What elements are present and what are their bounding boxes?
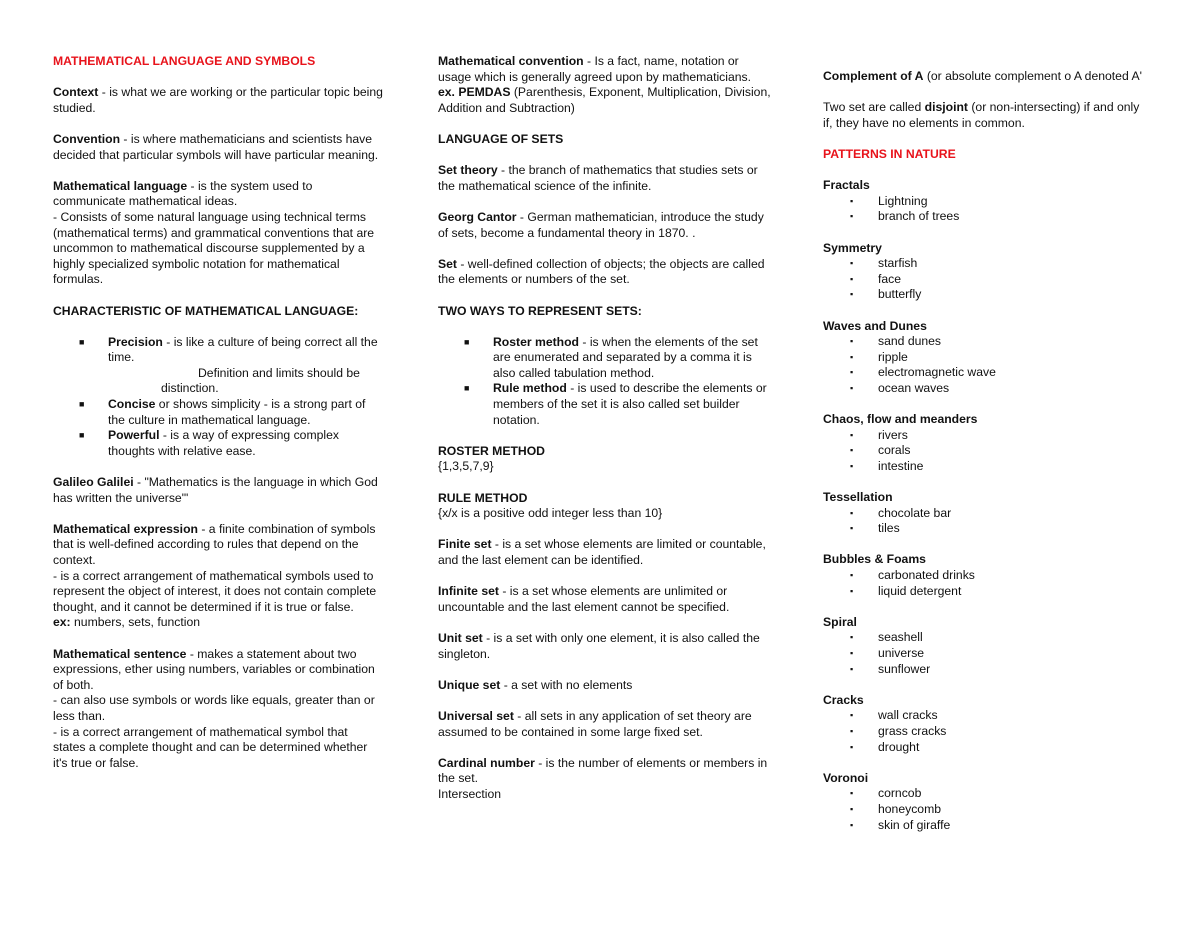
- square-bullet-icon: ▪: [850, 523, 854, 534]
- pattern-item-label: starfish: [878, 256, 918, 271]
- list-item: [823, 630, 1143, 646]
- pattern-group: [823, 178, 1143, 225]
- universal-set-paragraph: Universal set - all sets in any application of set theory are assumed to be contained in some large fixed set.: [438, 708, 752, 739]
- list-item: [823, 802, 1143, 818]
- pattern-items: [823, 708, 1143, 755]
- unit-set-paragraph: Unit set - is a set with only one element, it is also called the singleton.: [438, 630, 760, 661]
- pattern-group-title: Waves and Dunes: [823, 318, 927, 333]
- pattern-items: [823, 630, 1143, 677]
- square-bullet-icon: ▪: [850, 460, 854, 471]
- pattern-group: [823, 693, 1143, 755]
- pattern-items: [823, 428, 1143, 475]
- pattern-item-label: liquid detergent: [878, 583, 962, 598]
- pattern-item-label: intestine: [878, 458, 924, 473]
- list-item: [823, 256, 1143, 272]
- square-bullet-icon: ▪: [850, 663, 854, 674]
- unique-set-paragraph: Unique set - a set with no elements: [438, 677, 633, 692]
- pattern-item-label: universe: [878, 645, 925, 660]
- pattern-items: [823, 506, 1143, 537]
- list-item: [823, 443, 1143, 459]
- pattern-item-label: honeycomb: [878, 801, 942, 816]
- square-bullet-icon: ▪: [850, 336, 854, 347]
- square-bullet-icon: ■: [79, 399, 85, 410]
- finite-set-paragraph: Finite set - is a set whose elements are limited or countable, and the last element can be identified.: [438, 537, 766, 567]
- context-paragraph: Context - is what we are working or the particular topic being studied.: [53, 85, 383, 115]
- pattern-group-title: Bubbles & Foams: [823, 552, 926, 567]
- representation-list: [438, 335, 773, 429]
- square-bullet-icon: ▪: [850, 647, 854, 658]
- pattern-item-label: chocolate bar: [878, 505, 952, 520]
- list-item: [823, 350, 1143, 366]
- pattern-item-label: skin of giraffe: [878, 817, 951, 832]
- list-item: [823, 287, 1143, 303]
- list-item: [823, 428, 1143, 444]
- pattern-item-label: wall cracks: [878, 708, 938, 723]
- pattern-item-label: seashell: [878, 630, 923, 645]
- column-3: [823, 69, 1143, 849]
- pattern-group: [823, 490, 1143, 537]
- list-item: ■ Rule method - is used to describe the elements or members of the set it is also called set builder notation.: [464, 381, 767, 427]
- square-bullet-icon: ▪: [850, 710, 854, 721]
- square-bullet-icon: ▪: [850, 258, 854, 269]
- pattern-items: [823, 786, 1143, 833]
- list-item: [823, 708, 1143, 724]
- square-bullet-icon: ▪: [850, 429, 854, 440]
- square-bullet-icon: ■: [79, 430, 85, 441]
- complement-paragraph: Complement of A (or absolute complement o A denoted A': [823, 69, 1142, 83]
- pattern-group-title: Spiral: [823, 614, 857, 629]
- list-item: [823, 786, 1143, 802]
- pattern-item-label: corncob: [878, 786, 922, 801]
- cardinal-number-paragraph: Cardinal number - is the number of elements or members in the set. Intersection: [438, 755, 768, 801]
- pattern-group-title: Voronoi: [823, 770, 869, 785]
- pattern-items: [823, 568, 1143, 599]
- list-item: [823, 381, 1143, 397]
- math-language-paragraph: Mathematical language - is the system used to communicate mathematical ideas. - Consists of some natural language using technical terms (mathematical terms) and grammatical conventions that are uncommon to mathematical discourse supplemented by a highly specialized symbolic notation for mathematical formulas.: [53, 178, 375, 287]
- square-bullet-icon: ▪: [850, 632, 854, 643]
- pattern-item-label: drought: [878, 739, 920, 754]
- square-bullet-icon: ▪: [850, 788, 854, 799]
- patterns-heading: PATTERNS IN NATURE: [823, 146, 956, 161]
- pattern-group-title: Chaos, flow and meanders: [823, 412, 978, 427]
- list-item: [823, 818, 1143, 834]
- pattern-group-title: Cracks: [823, 692, 864, 707]
- list-item: [823, 646, 1143, 662]
- two-ways-heading: TWO WAYS TO REPRESENT SETS:: [438, 303, 642, 318]
- pattern-item-label: ripple: [878, 349, 908, 364]
- characteristics-list: [53, 335, 383, 460]
- list-item: [823, 209, 1143, 225]
- pattern-item-label: grass cracks: [878, 723, 947, 738]
- math-sentence-paragraph: Mathematical sentence - makes a statement about two expressions, ether using numbers, variables or combination of both. - can also use symbols or words like equals, greater than or less than. - is a correct arrangement of mathematical symbol that states a complete thought and can be determined whether it's true or false.: [53, 646, 375, 770]
- convention-paragraph: Convention - is where mathematicians and scientists have decided that particular symbols will have particular meaning.: [53, 131, 379, 162]
- infinite-set-paragraph: Infinite set - is a set whose elements are unlimited or uncountable and the last element cannot be specified.: [438, 584, 730, 614]
- pattern-group: [823, 319, 1143, 397]
- pattern-item-label: electromagnetic wave: [878, 365, 996, 380]
- square-bullet-icon: ▪: [850, 351, 854, 362]
- list-item: [823, 662, 1143, 678]
- list-item: ■ Precision - is like a culture of being correct all the time. Definition and limits should be distinction.: [79, 334, 378, 396]
- math-convention-paragraph: Mathematical convention - Is a fact, name, notation or usage which is generally agreed upon by mathematicians. ex. PEMDAS (Parenthesis, Exponent, Multiplication, Division, Addition and Subtraction): [438, 54, 771, 115]
- list-item: [823, 334, 1143, 350]
- set-theory-paragraph: Set theory - the branch of mathematics that studies sets or the mathematical science of the infinite.: [438, 163, 758, 193]
- list-item: ■ Powerful - is a way of expressing complex thoughts with relative ease.: [79, 428, 339, 458]
- pattern-group: [823, 552, 1143, 599]
- pattern-group: [823, 615, 1143, 677]
- patterns-list: [823, 178, 1143, 833]
- column-1: [53, 54, 383, 787]
- list-item: [823, 584, 1143, 600]
- square-bullet-icon: ▪: [850, 819, 854, 830]
- list-item: [823, 365, 1143, 381]
- pattern-group-title: Symmetry: [823, 240, 882, 255]
- roster-example: ROSTER METHOD {1,3,5,7,9}: [438, 443, 545, 474]
- pattern-item-label: tiles: [878, 521, 900, 536]
- list-item: [823, 724, 1143, 740]
- characteristic-heading: CHARACTERISTIC OF MATHEMATICAL LANGUAGE:: [53, 303, 359, 318]
- square-bullet-icon: ▪: [850, 741, 854, 752]
- pattern-item-label: ocean waves: [878, 380, 950, 395]
- pattern-group: [823, 241, 1143, 303]
- set-paragraph: Set - well-defined collection of objects; the objects are called the elements or numbers of the set.: [438, 256, 765, 287]
- list-item: [823, 506, 1143, 522]
- square-bullet-icon: ▪: [850, 382, 854, 393]
- list-item: ■ Roster method - is when the elements of the set are enumerated and separated by a comma it is also called tabulation method.: [464, 334, 758, 380]
- section-title: MATHEMATICAL LANGUAGE AND SYMBOLS: [53, 54, 316, 68]
- square-bullet-icon: ▪: [850, 273, 854, 284]
- square-bullet-icon: ▪: [850, 570, 854, 580]
- pattern-item-label: branch of trees: [878, 209, 960, 224]
- pattern-group-title: Fractals: [823, 178, 870, 193]
- pattern-items: [823, 256, 1143, 303]
- square-bullet-icon: ▪: [850, 195, 854, 206]
- disjoint-paragraph: Two set are called disjoint (or non-intersecting) if and only if, they have no elements in common.: [823, 100, 1140, 130]
- list-item: [823, 194, 1143, 210]
- list-item: [823, 459, 1143, 475]
- list-item: [823, 740, 1143, 756]
- square-bullet-icon: ■: [464, 336, 470, 347]
- math-expression-paragraph: Mathematical expression - a finite combination of symbols that is well-defined according to rules that depend on the context. - is a correct arrangement of mathematical symbols used to represent the object of interest, it does not contain complete thought, and it cannot be determined if it is true or false. ex: numbers, sets, function: [53, 521, 377, 630]
- cantor-paragraph: Georg Cantor - German mathematician, introduce the study of sets, become a fundamental theory in 1870. .: [438, 209, 764, 240]
- list-item: ■ Concise or shows simplicity - is a strong part of the culture in mathematical language.: [79, 397, 366, 427]
- list-item: [823, 568, 1143, 584]
- pattern-item-label: carbonated drinks: [878, 568, 975, 582]
- square-bullet-icon: ■: [79, 336, 85, 347]
- pattern-group-title: Tessellation: [823, 490, 893, 505]
- language-of-sets-heading: LANGUAGE OF SETS: [438, 131, 564, 146]
- pattern-item-label: sunflower: [878, 661, 931, 676]
- pattern-group: [823, 771, 1143, 833]
- square-bullet-icon: ▪: [850, 445, 854, 456]
- pattern-item-label: Lightning: [878, 193, 928, 208]
- pattern-item-label: corals: [878, 443, 911, 458]
- square-bullet-icon: ■: [464, 383, 470, 394]
- list-item: [823, 521, 1143, 537]
- pattern-item-label: sand dunes: [878, 334, 942, 349]
- square-bullet-icon: ▪: [850, 585, 854, 596]
- pattern-group: [823, 412, 1143, 474]
- pattern-items: [823, 334, 1143, 396]
- column-2: [438, 54, 773, 818]
- pattern-item-label: rivers: [878, 427, 908, 442]
- pattern-item-label: face: [878, 271, 902, 286]
- square-bullet-icon: ▪: [850, 367, 854, 378]
- list-item: [823, 272, 1143, 288]
- galileo-paragraph: Galileo Galilei - "Mathematics is the language in which God has written the universe"': [53, 475, 378, 505]
- pattern-item-label: butterfly: [878, 287, 922, 302]
- square-bullet-icon: ▪: [850, 725, 854, 736]
- square-bullet-icon: ▪: [850, 289, 854, 300]
- square-bullet-icon: ▪: [850, 803, 854, 814]
- square-bullet-icon: ▪: [850, 507, 854, 518]
- pattern-items: [823, 194, 1143, 225]
- rule-example: RULE METHOD {x/x is a positive odd integer less than 10}: [438, 490, 663, 521]
- square-bullet-icon: ▪: [850, 211, 854, 222]
